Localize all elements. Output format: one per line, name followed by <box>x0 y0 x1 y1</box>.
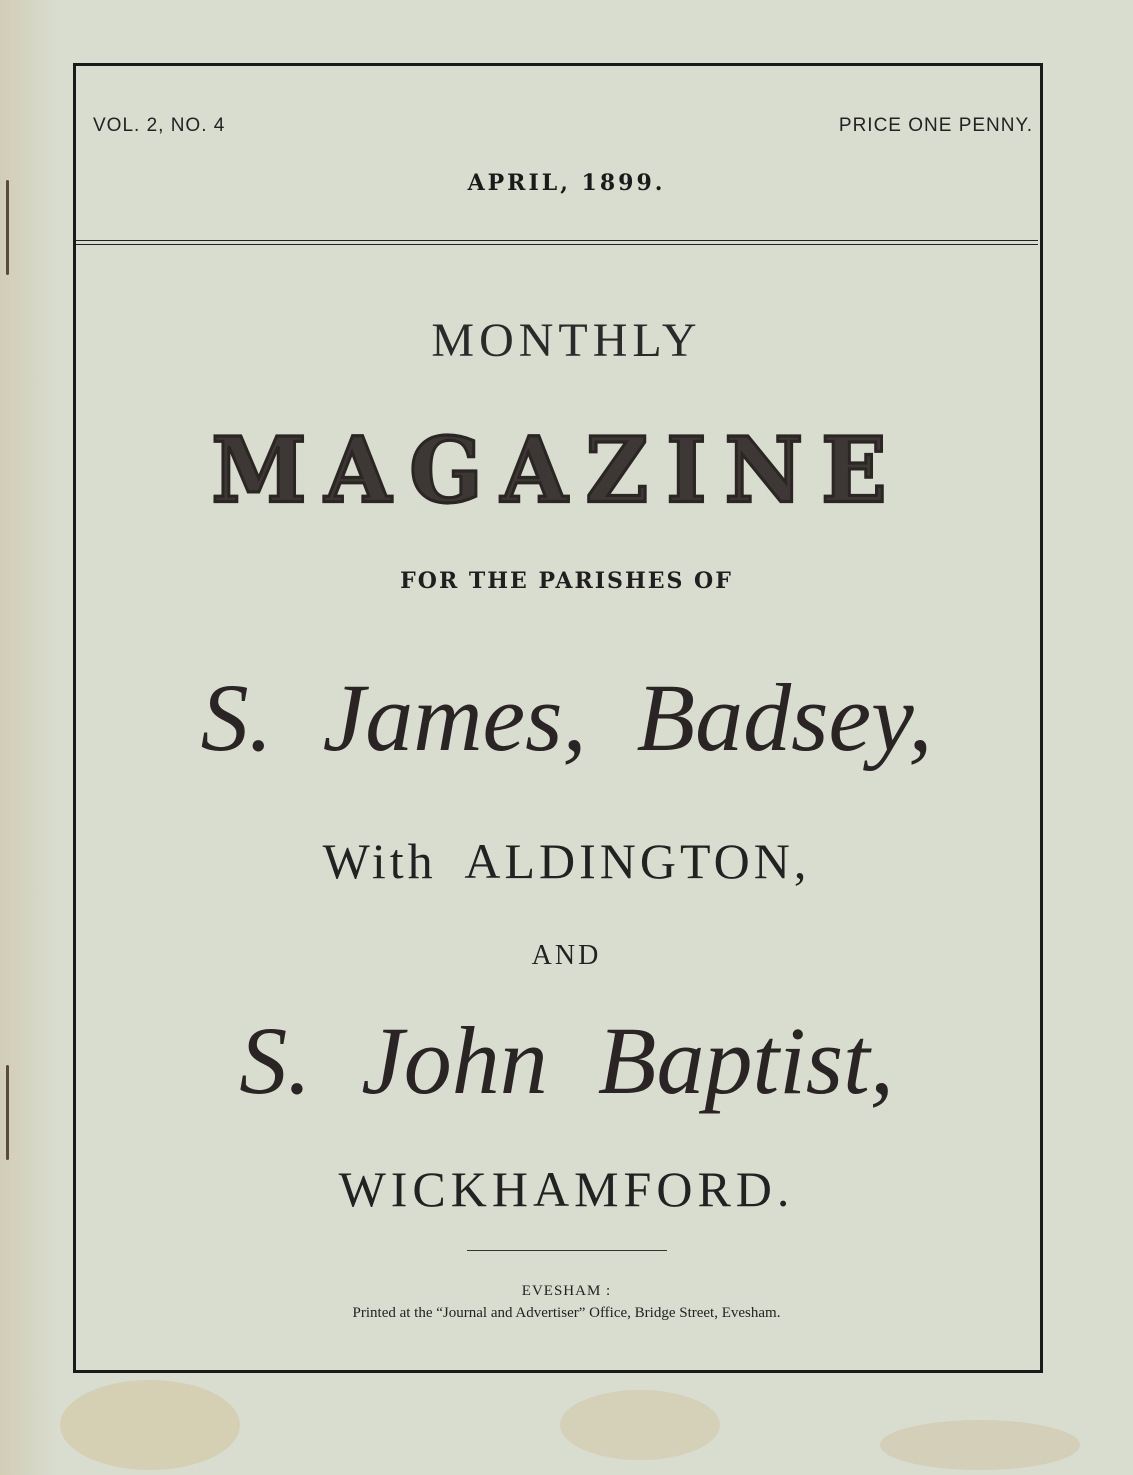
imprint-town: EVESHAM : <box>521 1283 612 1299</box>
volume-number: VOL. 2, NO. 4 <box>93 115 226 136</box>
parish-aldington: With ALDINGTON, <box>322 833 811 889</box>
paper-stain <box>560 1390 720 1460</box>
title-magazine: MAGAZINE <box>211 417 905 524</box>
title-monthly: MONTHLY <box>431 314 702 367</box>
issue-date: APRIL, 1899. <box>467 170 666 196</box>
imprint-printer: Printed at the “Journal and Advertiser” Office, Bridge Street, Evesham. <box>352 1305 781 1321</box>
imprint-divider <box>467 1250 667 1251</box>
parish-john-baptist: S. John Baptist, <box>239 1007 894 1114</box>
header-divider <box>76 240 1038 245</box>
conjunction-and: AND <box>531 940 602 971</box>
paper-stain <box>880 1420 1080 1470</box>
paper-stain <box>60 1380 240 1470</box>
parish-badsey: S. James, Badsey, <box>200 664 933 771</box>
parish-wickhamford: WICKHAMFORD. <box>338 1161 795 1217</box>
subtitle-parishes: FOR THE PARISHES OF <box>400 568 733 594</box>
price-label: PRICE ONE PENNY. <box>838 115 1033 136</box>
header-row <box>93 115 1033 141</box>
